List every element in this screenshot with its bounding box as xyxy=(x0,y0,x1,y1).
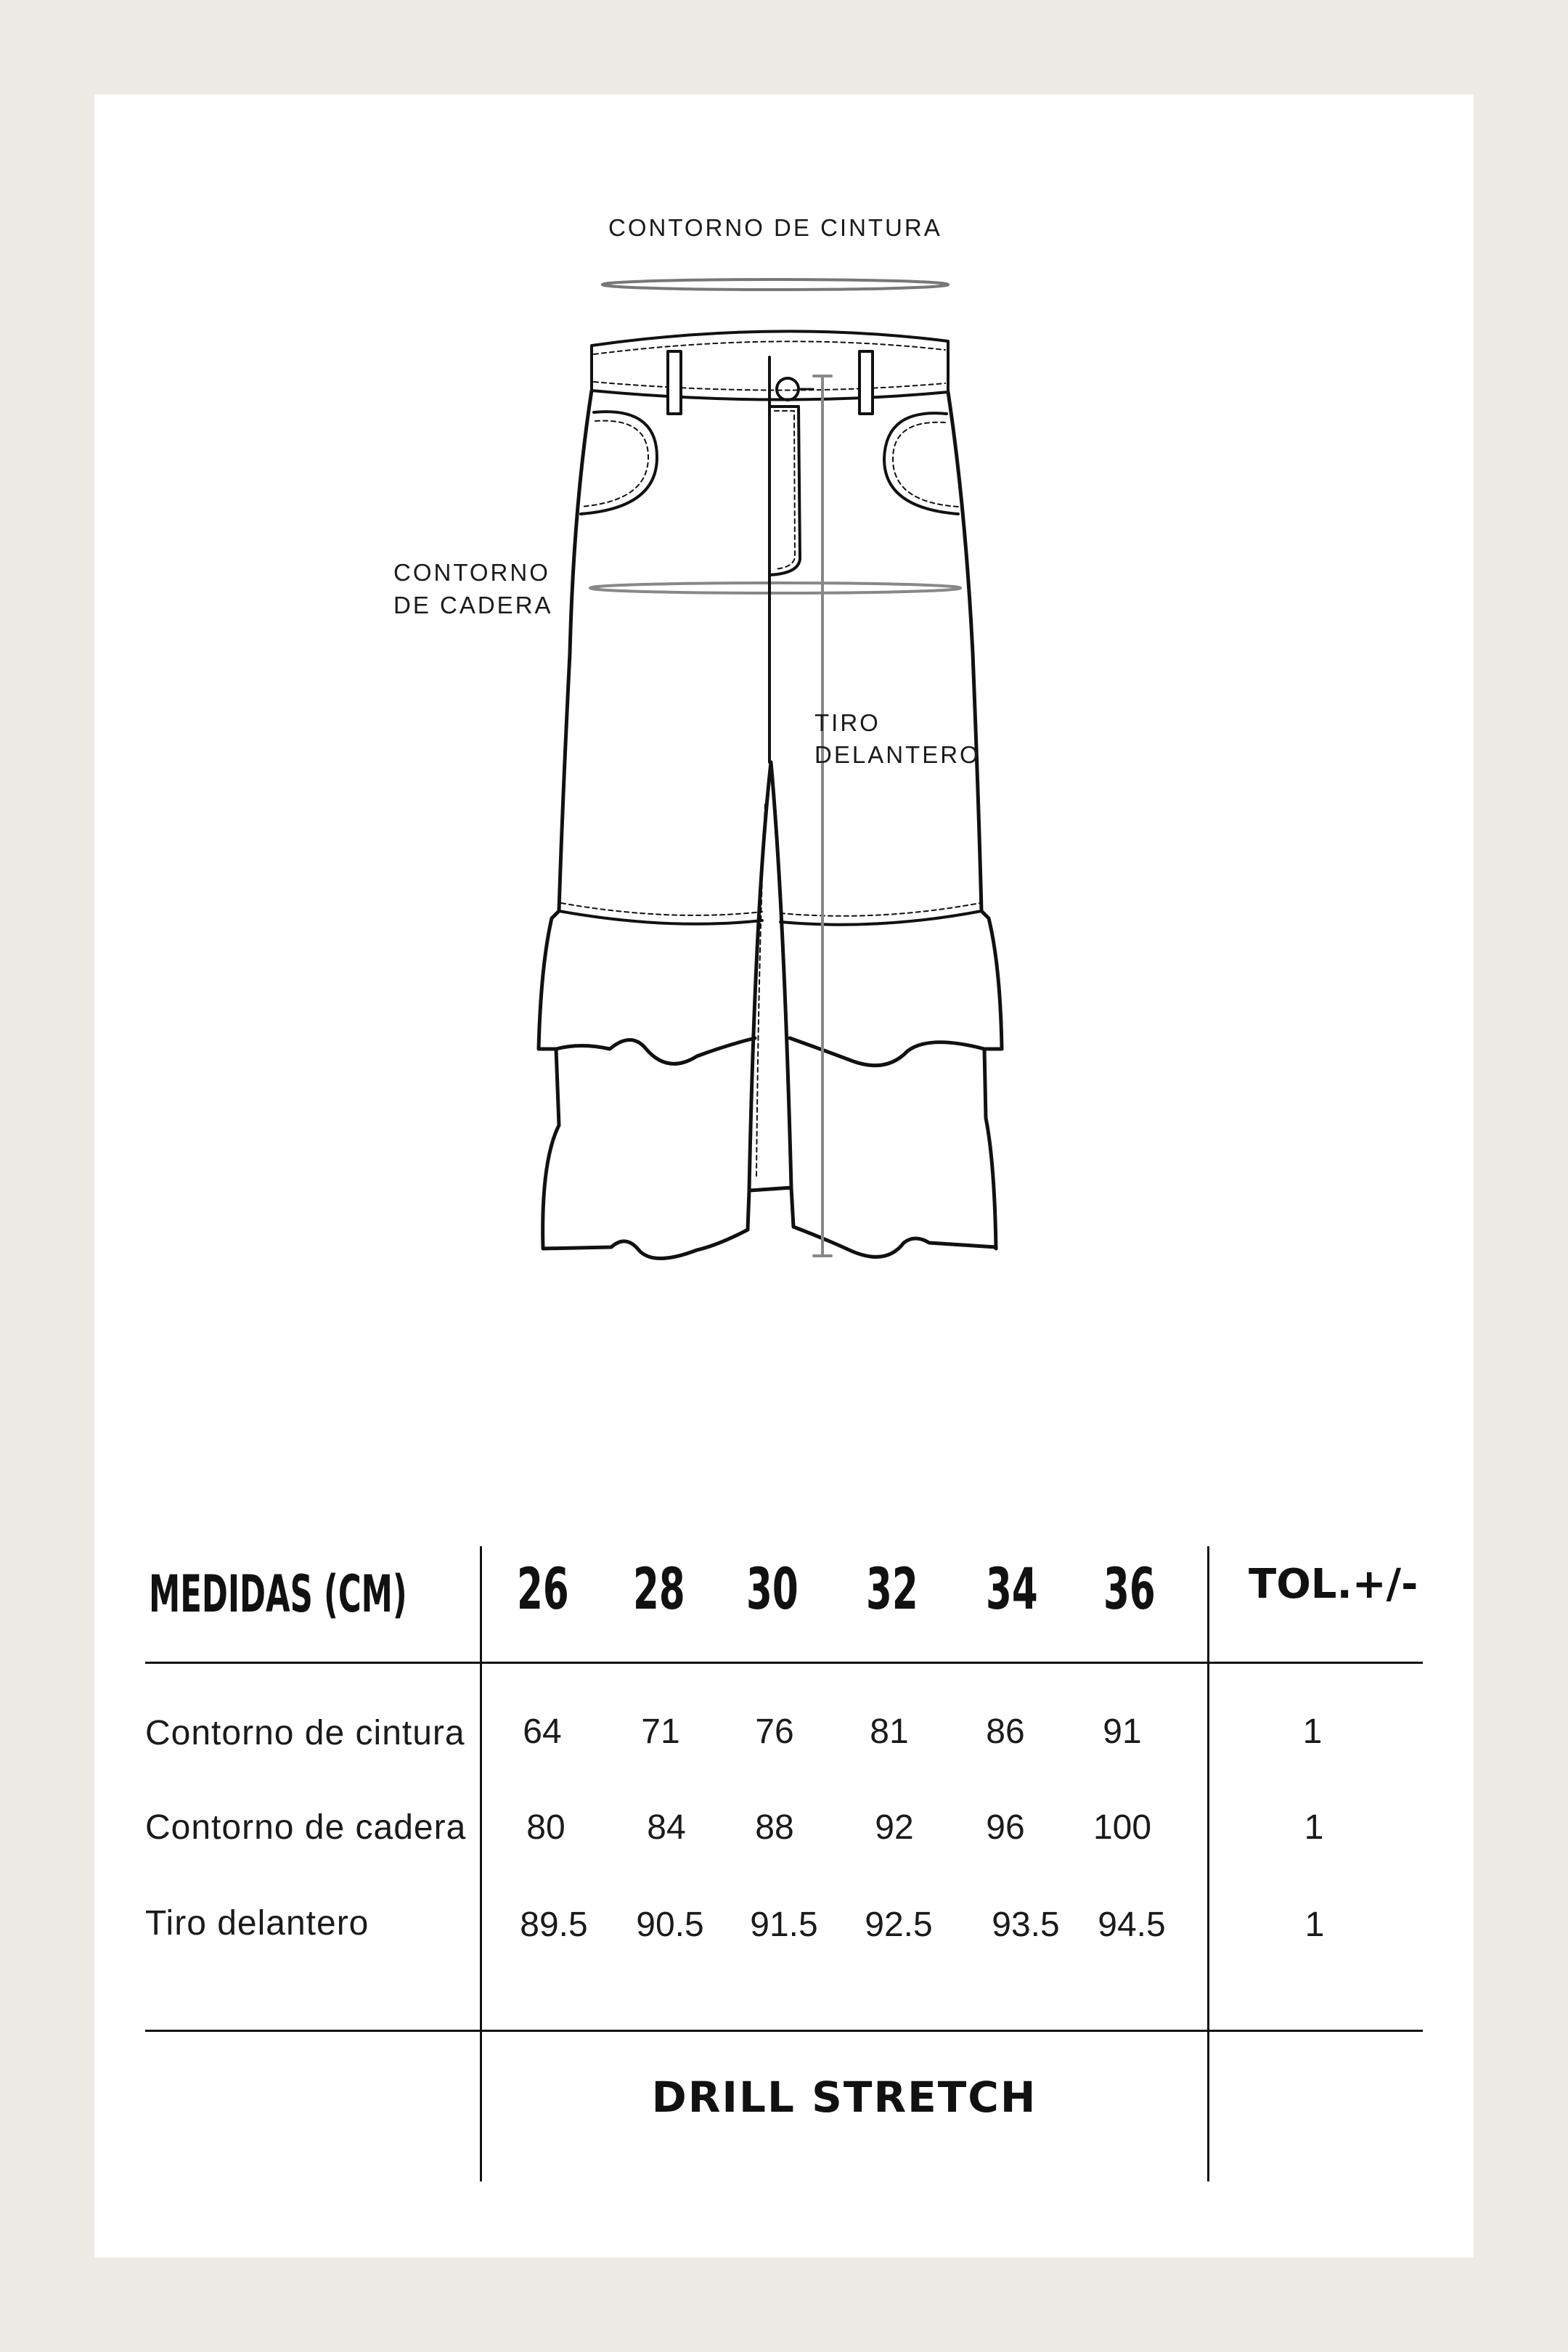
hip-label-line2: DE CADERA xyxy=(393,592,553,618)
table-cell: 93.5 xyxy=(992,1906,1060,1944)
row-label: Contorno de cadera xyxy=(145,1808,467,1847)
table-divider xyxy=(145,1662,1423,1664)
size-header: 32 xyxy=(866,1557,918,1622)
row-label: Contorno de cintura xyxy=(145,1714,465,1752)
table-cell: 91.5 xyxy=(750,1906,818,1944)
size-header: 28 xyxy=(633,1557,685,1622)
fabric-label: DRILL STRETCH xyxy=(651,2073,1037,2122)
table-cell: 80 xyxy=(526,1808,565,1847)
table-cell: 84 xyxy=(647,1808,686,1847)
rise-label-line2: DELANTERO xyxy=(814,741,981,768)
table-cell: 94.5 xyxy=(1098,1906,1166,1944)
table-cell: 96 xyxy=(986,1808,1025,1847)
table-cell: 92.5 xyxy=(865,1906,933,1944)
table-cell: 88 xyxy=(755,1808,794,1847)
table-cell: 1 xyxy=(1304,1808,1324,1847)
size-header: 26 xyxy=(517,1557,569,1622)
size-header: 30 xyxy=(746,1557,799,1622)
hip-label-line1: CONTORNO xyxy=(393,559,550,586)
table-cell: 1 xyxy=(1302,1712,1323,1751)
table-cell: 92 xyxy=(875,1808,914,1847)
table-cell: 91 xyxy=(1103,1712,1142,1751)
table-cell: 64 xyxy=(523,1712,562,1751)
rise-label-line1: TIRO xyxy=(814,709,881,736)
table-divider xyxy=(145,2030,1423,2032)
row-label: Tiro delantero xyxy=(145,1904,369,1943)
table-title: MEDIDAS (CM) xyxy=(149,1564,407,1624)
table-cell: 100 xyxy=(1093,1808,1152,1847)
table-cell: 90.5 xyxy=(636,1906,704,1944)
table-cell: 86 xyxy=(986,1712,1025,1751)
size-header: 34 xyxy=(986,1557,1038,1622)
table-cell: 71 xyxy=(641,1712,680,1751)
table-cell: 81 xyxy=(870,1712,909,1751)
table-cell: 1 xyxy=(1304,1906,1325,1944)
table-divider xyxy=(1207,1546,1209,2181)
tolerance-header: TOL.+/- xyxy=(1249,1561,1418,1608)
size-header: 36 xyxy=(1103,1557,1156,1622)
table-cell: 89.5 xyxy=(520,1906,588,1944)
table-cell: 76 xyxy=(755,1712,794,1751)
waist-label: CONTORNO DE CINTURA xyxy=(608,214,942,241)
